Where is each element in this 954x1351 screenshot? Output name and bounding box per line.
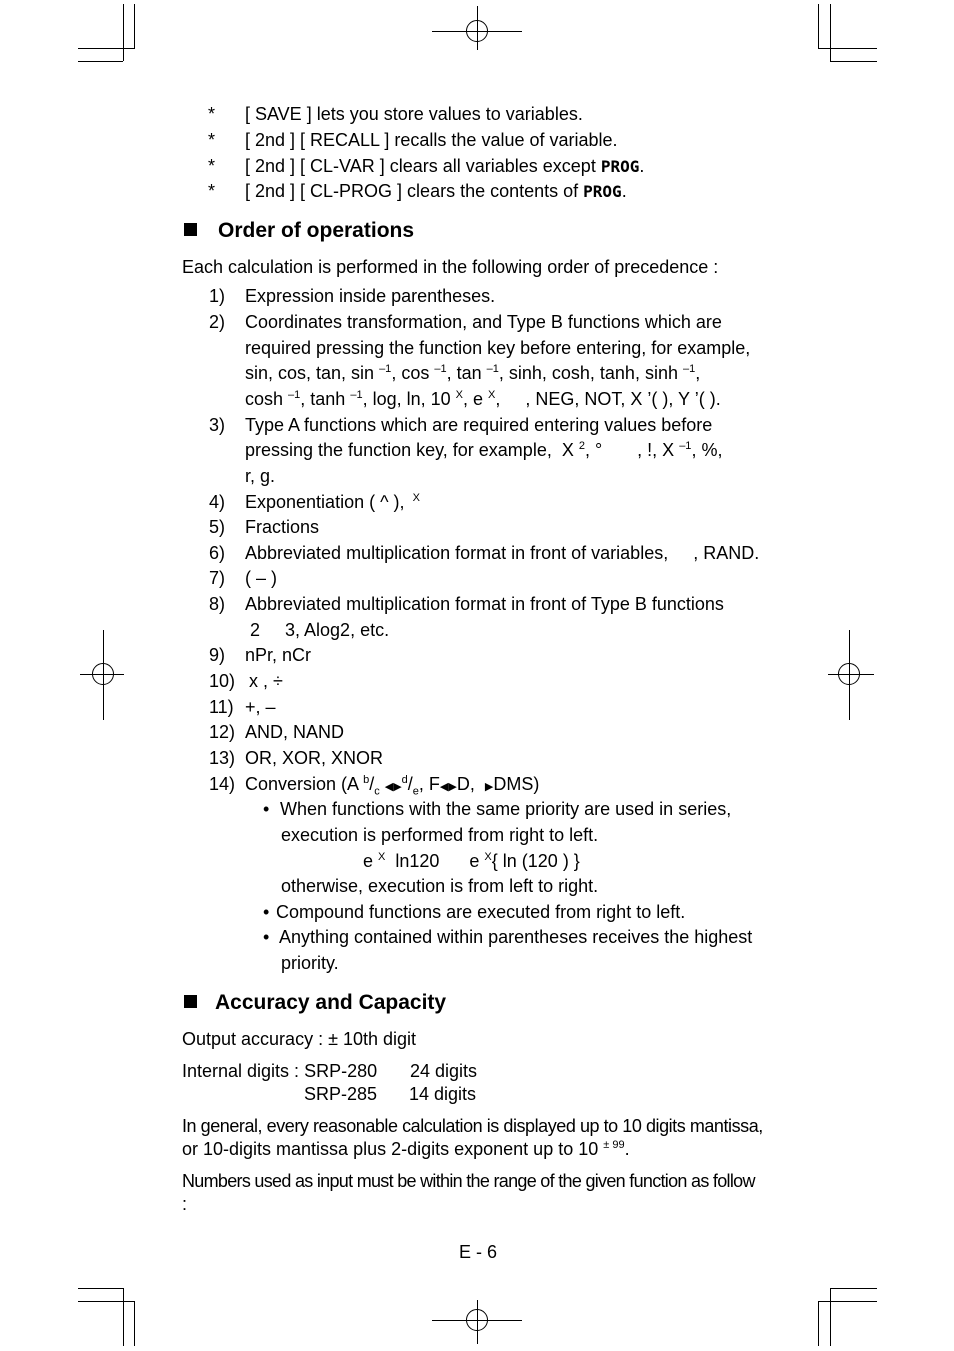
crop-mark [78, 1288, 123, 1289]
list-item-text: Abbreviated multiplication format in front of variables, [245, 543, 669, 563]
list-item: AND, NAND [245, 722, 345, 742]
registration-mark [466, 20, 488, 42]
crop-mark [818, 1301, 819, 1346]
crop-mark [830, 1288, 877, 1289]
bullet-text [245, 131, 618, 149]
list-number: 12) [209, 722, 236, 742]
bullet-text-body: [ 2nd ] [ CL-VAR ] clears all variables except [245, 156, 601, 176]
function-list: r, g. [245, 466, 276, 486]
section-marker [184, 995, 197, 1008]
arrow-icon: ▶ [484, 781, 494, 793]
model-name: SRP-285 [304, 1084, 378, 1104]
list-item-text: Conversion (A [245, 774, 359, 794]
bullet-text [245, 105, 583, 123]
note-bullet: • [263, 902, 270, 922]
internal-digits-label: Internal digits : SRP-280 [182, 1061, 378, 1081]
list-number: 13) [209, 748, 236, 768]
list-number: 4) [209, 492, 226, 512]
list-number: 8) [209, 594, 226, 614]
exponent: ± 99 [603, 1139, 625, 1151]
list-item: +, – [245, 697, 276, 717]
list-item: Abbreviated multiplication format in front of Type B functions [245, 594, 724, 614]
prog-keyword: PROG [600, 157, 640, 176]
bullet-mark: * [208, 156, 216, 176]
list-item: OR, XOR, XNOR [245, 748, 384, 768]
list-item-continued: required pressing the function key before entering, for example, [245, 338, 751, 358]
list-number: 7) [209, 568, 226, 588]
registration-mark [466, 1309, 488, 1331]
paragraph: : [182, 1194, 188, 1214]
list-number: 5) [209, 517, 226, 537]
section-marker [184, 223, 197, 236]
list-item: nPr, nCr [245, 645, 312, 665]
list-item: Coordinates transformation, and Type B functions which are [245, 312, 722, 332]
list-item: Fractions [245, 517, 320, 537]
model-digits: 24 digits [410, 1061, 478, 1081]
crop-mark [78, 1301, 134, 1302]
crop-mark [818, 1301, 877, 1302]
bullet-mark: * [208, 104, 216, 124]
bullet-tail: . [621, 181, 627, 201]
function-list: sin, cos, tan, sin $^{-1}$, cos $^{-1}$, tan $^{-1}$, sinh, cosh, tanh, sinh $^{-1}$, [245, 363, 701, 383]
note-bullet: • [263, 799, 270, 819]
note-text: Anything contained within parentheses receives the highest [279, 927, 753, 947]
bullet-text-body: [ 2nd ] [ RECALL ] recalls the value of variable. [245, 130, 618, 150]
page-number: E - 6 [459, 1242, 498, 1262]
list-number: 1) [209, 286, 226, 306]
function-list: pressing the function key, for example, X $^2$, ° , !, X $^{-1}$, %, [245, 440, 723, 460]
paragraph: or 10-digits mantissa plus 2-digits exponent up to 10 $^{\pm 99}$. [182, 1139, 630, 1159]
arrow-icon: ◀▶ [384, 781, 402, 793]
bullet-text-body: [ SAVE ] lets you store values to variables. [245, 104, 583, 124]
output-accuracy: Output accuracy : ± 10th digit [182, 1029, 416, 1049]
registration-mark [838, 663, 860, 685]
list-item: ( – ) [245, 568, 278, 588]
bullet-text [245, 157, 644, 175]
arrow-icon: ◀▶ [439, 781, 457, 793]
list-number: 6) [209, 543, 226, 563]
bullet-mark: * [208, 130, 216, 150]
bullet-tail: . [639, 156, 645, 176]
crop-mark [818, 48, 877, 49]
crop-mark [830, 4, 831, 61]
bullet-mark: * [208, 181, 216, 201]
note-text: priority. [281, 953, 339, 973]
list-item: Exponentiation ( ^ ), $^X$ [245, 492, 420, 512]
list-item-tail: , RAND. [693, 543, 760, 563]
crop-mark [123, 4, 124, 61]
crop-mark [78, 48, 134, 49]
crop-mark [134, 1301, 135, 1346]
list-item: Conversion (A $^b/_c$ $◀▶^d/_e$, F◀▶D, ▶DMS) [245, 774, 540, 798]
paragraph: Numbers used as input must be within the range of the given function as follow [182, 1171, 755, 1191]
list-item: x , ÷ [249, 671, 283, 691]
list-number: 2) [209, 312, 226, 332]
list-item-continued: 2 3, Alog2, etc. [250, 620, 390, 640]
list-number: 9) [209, 645, 226, 665]
model-digits: 14 digits [409, 1084, 477, 1104]
list-number: 3) [209, 415, 226, 435]
note-text: execution is performed from right to left. [281, 825, 599, 845]
crop-mark [134, 4, 135, 49]
list-number: 14) [209, 774, 236, 794]
paragraph-text: or 10-digits mantissa plus 2-digits exponent up to 10 [182, 1139, 599, 1159]
list-number: 11) [209, 697, 234, 717]
list-item: Expression inside parentheses. [245, 286, 496, 306]
section-title: Accuracy and Capacity [215, 991, 447, 1014]
note-text: otherwise, execution is from left to right. [281, 876, 599, 896]
registration-mark [92, 663, 114, 685]
crop-mark [830, 1288, 831, 1346]
note-bullet: • [263, 927, 270, 947]
bullet-text-body: [ 2nd ] [ CL-PROG ] clears the contents of [245, 181, 584, 201]
section-title: Order of operations [218, 219, 415, 242]
paragraph: In general, every reasonable calculation is displayed up to 10 digits mantissa, [182, 1116, 763, 1136]
list-item: Type A functions which are required entering values before [245, 415, 713, 435]
list-item [245, 544, 759, 562]
prog-keyword: PROG [583, 182, 622, 201]
function-list: cosh $^{-1}$, tanh $^{-1}$, log, ln, 10 $^X$, e $^X$, , NEG, NOT, X ’( ), Y ’( ). [245, 389, 721, 409]
bullet-text [245, 182, 627, 200]
crop-mark [830, 61, 877, 62]
note-example: e $^X$ ln120 e $^X${ ln (120 ) } [363, 851, 580, 871]
note-text: When functions with the same priority are used in series, [280, 799, 732, 819]
crop-mark [123, 1288, 124, 1346]
section-intro: Each calculation is performed in the following order of precedence : [182, 257, 719, 277]
note-text: Compound functions are executed from right to left. [276, 902, 686, 922]
crop-mark [818, 4, 819, 49]
list-item-text: Exponentiation ( ^ ), [245, 492, 405, 512]
crop-mark [78, 61, 123, 62]
list-number: 10) [209, 671, 236, 691]
